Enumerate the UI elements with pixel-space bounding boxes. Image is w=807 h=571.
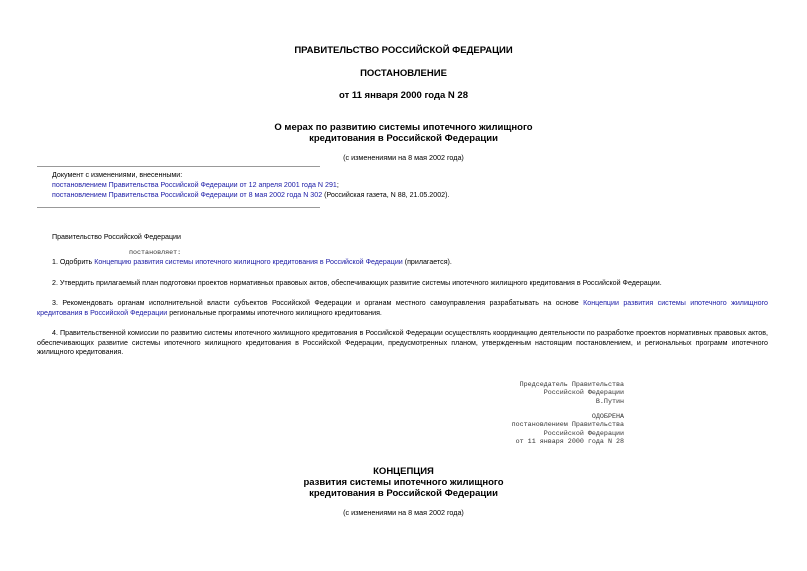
- concept-title-line3: кредитования в Российской Федерации: [309, 488, 498, 499]
- paragraph-4: 4. Правительственной комиссии по развитию системы ипотечного жилищного кредитования в Российской Федерации осуществлять координацию деятельности по разработке проектов нормативных правовых актов, обеспечивающих развитие системы ипотечного жилищного кредитования в Российской Федерации, предусмотренных планом, утвержденным настоящим постановлением, и региональных программ ипотечного жилищного кредитования.: [37, 329, 768, 357]
- approval-line-4: от 11 января 2000 года N 28: [515, 438, 624, 447]
- changes-intro: Документ с изменениями, внесенными:: [52, 171, 183, 179]
- decides-word: постановляет:: [129, 249, 182, 257]
- concept-link-1[interactable]: Концепцию развития системы ипотечного жилищного кредитования в Российской Федерации: [94, 258, 403, 266]
- approval-line-3: Российской Федерации: [543, 429, 624, 438]
- paragraph-2: 2. Утвердить прилагаемый план подготовки проектов нормативных правовых актов, обеспечивающих развитие системы ипотечного жилищного кредитования в Российской Федерации.: [52, 279, 662, 287]
- body-intro: Правительство Российской Федерации: [52, 233, 181, 241]
- amendment-link-2001[interactable]: постановлением Правительства Российской Федерации от 12 апреля 2001 года N 291: [52, 181, 337, 189]
- paragraph-3-suffix: региональные программы ипотечного жилищного кредитования.: [167, 308, 382, 317]
- paragraph-1: [52, 258, 768, 268]
- changes-item-1: [52, 181, 652, 191]
- document-title-line1: О мерах по развитию системы ипотечного жилищного: [274, 122, 533, 133]
- amendment-note: (с изменениями на 8 мая 2002 года): [343, 153, 464, 162]
- paragraph-3: [37, 299, 768, 318]
- paragraph-1-prefix: 1. Одобрить: [52, 258, 95, 266]
- approval-line-1: ОДОБРЕНА: [591, 413, 624, 421]
- amendment-link-2002-suffix: (Российская газета, N 88, 21.05.2002).: [322, 191, 450, 199]
- document-date-heading: от 11 января 2000 года N 28: [339, 90, 468, 101]
- signature-block: [450, 381, 624, 406]
- approval-block: [450, 413, 624, 447]
- concept-amendment-note: (с изменениями на 8 мая 2002 года): [343, 508, 464, 517]
- signature-line-2: Российской Федерации: [543, 389, 624, 398]
- amendment-link-2001-suffix: ;: [336, 181, 339, 189]
- concept-title-line2: развития системы ипотечного жилищного: [303, 477, 504, 488]
- document-type-heading: ПОСТАНОВЛЕНИЕ: [360, 68, 447, 79]
- signature-name: В.Путин: [595, 397, 624, 406]
- approval-line-2: постановлением Правительства: [511, 421, 624, 430]
- concept-link-2[interactable]: Концепции развития системы ипотечного жилищного кредитования в Российской Федерации: [37, 299, 768, 317]
- document-title-line2: кредитования в Российской Федерации: [309, 133, 498, 144]
- paragraph-1-suffix: (прилагается).: [402, 258, 452, 266]
- paragraph-3-prefix: 3. Рекомендовать органам исполнительной власти субъектов Российской Федерации и органам местного самоуправления разрабатывать на основе: [52, 299, 584, 307]
- concept-title: КОНЦЕПЦИЯ: [373, 466, 434, 477]
- changes-item-2: [52, 191, 692, 201]
- government-heading: ПРАВИТЕЛЬСТВО РОССИЙСКОЙ ФЕДЕРАЦИИ: [294, 45, 513, 56]
- amendment-link-2002[interactable]: постановлением Правительства Российской Федерации от 8 мая 2002 года N 302: [52, 191, 323, 199]
- changes-bottom-divider: [37, 207, 320, 208]
- signature-line-1: Председатель Правительства: [519, 381, 624, 389]
- changes-top-divider: [37, 166, 320, 167]
